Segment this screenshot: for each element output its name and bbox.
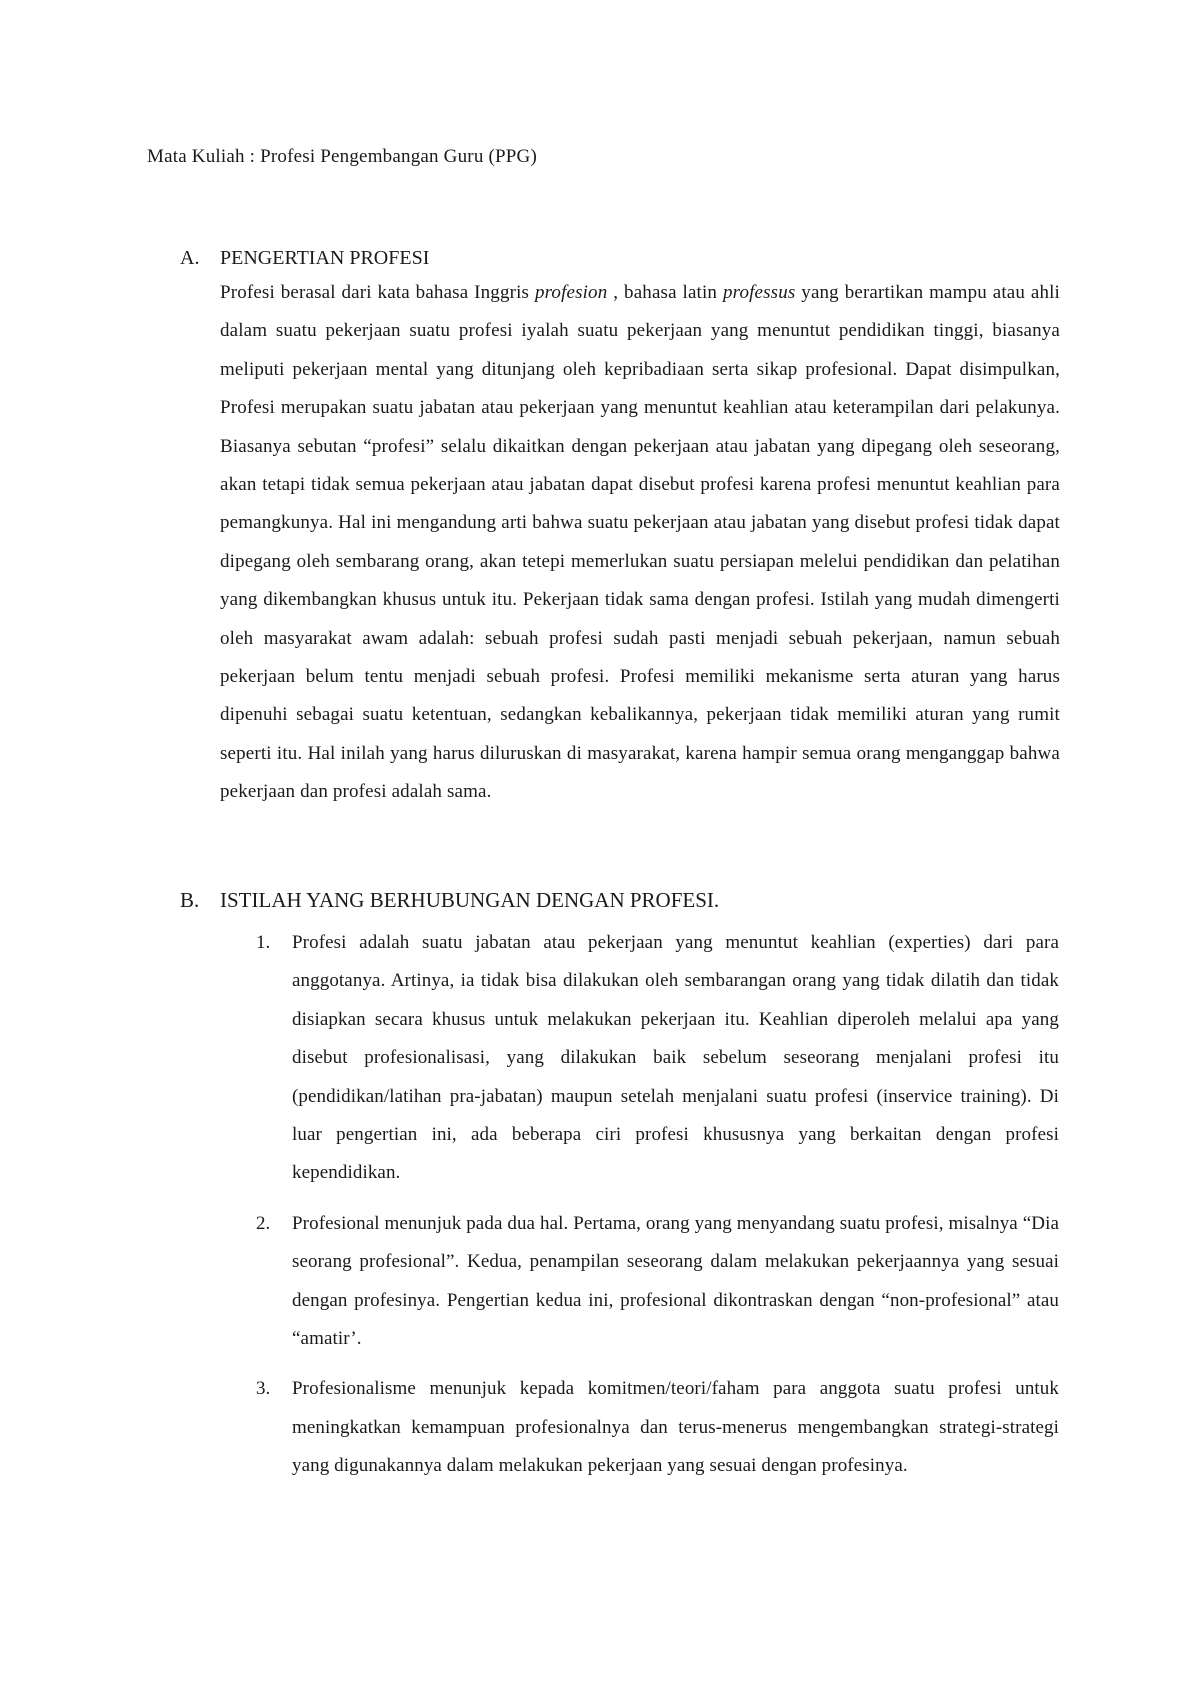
list-item bbox=[180, 1370, 1060, 1485]
list-item-text: Profesi adalah suatu jabatan atau pekerjaan yang menuntut keahlian (experties) dari para anggotanya. Artinya, ia tidak bisa dilakukan oleh sembarangan orang yang tidak dilatih dan tidak disiapkan secara khusus untuk melakukan pekerjaan itu. Keahlian diperoleh melalui apa yang disebut profesionalisasi, yang dilakukan baik sebelum seseorang menjalani profesi itu (pendidikan/latihan pra-jabatan) maupun setelah menjalani suatu profesi (inservice training). Di luar pengertian ini, ada beberapa ciri profesi khususnya yang berkaitan dengan profesi kependidikan. bbox=[292, 932, 1059, 1184]
section-a-letter: A. bbox=[180, 247, 200, 269]
list-item-number: 3. bbox=[256, 1378, 271, 1400]
para-mid: , bahasa latin bbox=[607, 282, 723, 303]
list-item-text: Profesionalisme menunjuk kepada komitmen/teori/faham para anggota suatu profesi untuk meningkatkan kemampuan profesionalnya dan terus-menerus mengembangkan strategi-strategi yang digunakannya dalam melakukan pekerjaan yang sesuai dengan profesinya. bbox=[292, 1378, 1059, 1477]
term-list bbox=[180, 924, 1060, 1486]
section-b-header bbox=[180, 888, 1060, 912]
term-latin: professus bbox=[722, 282, 796, 303]
list-item-number: 1. bbox=[256, 932, 271, 953]
para-rest: yang berartikan mampu atau ahli dalam suatu pekerjaan suatu profesi iyalah suatu pekerjaan yang menuntut pendidikan tinggi, biasanya meliputi pekerjaan mental yang ditunjang oleh kepribadiaan serta sikap profesional. Dapat disimpulkan, Profesi merupakan suatu jabatan atau pekerjaan yang menuntut keahlian atau keterampilan dari pelakunya. Biasanya sebutan “profesi” selalu dikaitkan dengan pekerjaan atau jabatan yang dipegang oleh seseorang, akan tetapi tidak semua pekerjaan atau jabatan dapat disebut profesi karena profesi menuntut keahlian para pemangkunya. Hal ini mengandung arti bahwa suatu pekerjaan atau jabatan yang disebut profesi tidak dapat dipegang oleh sembarang orang, akan tetepi memerlukan suatu persiapan melelui pendidikan dan pelatihan yang dikembangkan khusus untuk itu. Pekerjaan tidak sama dengan profesi. Istilah yang mudah dimengerti oleh masyarakat awam adalah: sebuah profesi sudah pasti menjadi sebuah pekerjaan, namun sebuah pekerjaan belum tentu menjadi sebuah profesi. Profesi memiliki mekanisme serta aturan yang harus dipenuhi sebagai suatu ketentuan, sedangkan kebalikannya, pekerjaan tidak memiliki aturan yang rumit seperti itu. Hal inilah yang harus diluruskan di masyarakat, karena hampir semua orang menganggap bahwa pekerjaan dan profesi adalah sama. bbox=[220, 282, 1060, 803]
section-a-paragraph bbox=[220, 274, 1060, 812]
list-item bbox=[180, 1205, 1060, 1359]
term-english: profesion bbox=[534, 282, 608, 303]
section-b bbox=[180, 888, 1060, 1486]
section-a-header bbox=[180, 246, 1060, 270]
section-b-heading: ISTILAH YANG BERHUBUNGAN DENGAN PROFESI. bbox=[220, 888, 720, 912]
para-prefix: Profesi berasal dari kata bahasa Inggris bbox=[220, 282, 535, 303]
section-a bbox=[180, 246, 1060, 812]
list-item-number: 2. bbox=[256, 1212, 271, 1234]
section-a-heading: PENGERTIAN PROFESI bbox=[220, 247, 430, 269]
section-b-letter: B. bbox=[180, 888, 200, 912]
list-item bbox=[180, 924, 1060, 1193]
list-item-text: Profesional menunjuk pada dua hal. Pertama, orang yang menyandang suatu profesi, misalnya “Dia seorang profesional”. Kedua, penampilan seseorang dalam melakukan pekerjaannya yang sesuai dengan profesinya. Pengertian kedua ini, profesional dikontraskan dengan “non-profesional” atau “amatir’. bbox=[292, 1212, 1059, 1350]
course-title: Mata Kuliah : Profesi Pengembangan Guru (PPG) bbox=[147, 146, 537, 167]
